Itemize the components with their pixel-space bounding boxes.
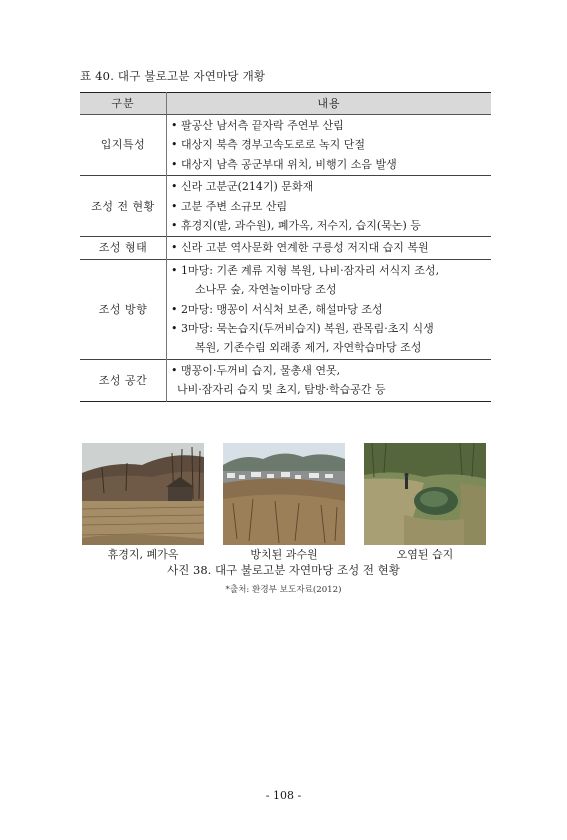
overview-table — [80, 92, 491, 402]
row-category: 조성 공간 — [80, 359, 167, 401]
content-line: • 2마당: 맹꽁이 서식처 보존, 해설마당 조성 — [171, 302, 383, 316]
row-category: 조성 방향 — [80, 259, 167, 359]
photo-polluted-wetland — [364, 443, 486, 545]
row-content — [167, 359, 492, 401]
content-line: • 신라 고분군(214기) 문화재 — [171, 180, 314, 194]
figure-caption: 사진 38. 대구 불로고분 자연마당 조성 전 현황 — [167, 563, 400, 577]
content-line-continued: 소나무 숲, 자연놀이마당 조성 — [195, 283, 337, 297]
table-header-category: 구분 — [80, 93, 167, 115]
photo-neglected-orchard — [223, 443, 345, 545]
table-row — [80, 176, 491, 237]
photo-label: 휴경지, 폐가옥 — [107, 548, 179, 561]
content-line: • 3마당: 묵논습지(두꺼비습지) 복원, 관목림·초지 식생 — [171, 322, 434, 336]
figure-source: *출처: 환경부 보도자료(2012) — [225, 585, 342, 595]
content-line: • 대상지 북측 경부고속도로로 녹지 단절 — [171, 138, 365, 152]
content-line: • 고분 주변 소규모 산림 — [171, 199, 288, 213]
row-category: 입지특성 — [100, 138, 146, 152]
content-line: • 팔공산 남서측 끝자락 주연부 산림 — [171, 119, 344, 132]
photo-fallow-field — [82, 443, 204, 545]
content-line-continued: 나비·잠자리 습지 및 초지, 탐방·학습공간 등 — [177, 383, 386, 397]
row-content — [167, 259, 492, 359]
table-header-content: 내용 — [167, 93, 492, 115]
content-line-continued: 복원, 기존수림 외래종 제거, 자연학습마당 조성 — [195, 341, 422, 355]
table-row — [80, 259, 491, 359]
content-line: • 신라 고분 역사문화 연계한 구릉성 저지대 습지 복원 — [171, 241, 429, 255]
content-line: • 대상지 남측 공군부대 위치, 비행기 소음 발생 — [171, 157, 397, 171]
row-category: 조성 형태 — [80, 237, 167, 259]
content-line: • 1마당: 기존 계류 지형 복원, 나비·잠자리 서식지 조성, — [171, 263, 440, 277]
row-content — [167, 237, 492, 259]
row-category: 조성 전 현황 — [80, 176, 167, 237]
page-number: - 108 - — [265, 789, 302, 802]
table-row — [80, 115, 491, 176]
photo-strip — [82, 443, 486, 547]
row-content — [167, 115, 492, 176]
table-row — [80, 237, 491, 259]
table-caption: 표 40. 대구 불로고분 자연마당 개황 — [80, 69, 266, 83]
row-content — [167, 176, 492, 237]
photo-label: 방치된 과수원 — [250, 548, 318, 561]
table-row — [80, 359, 491, 401]
content-line: • 휴경지(밭, 과수원), 폐가옥, 저수지, 습지(묵논) 등 — [171, 219, 421, 233]
content-line: • 맹꽁이·두꺼비 습지, 물총새 연못, — [171, 363, 341, 377]
photo-label: 오염된 습지 — [396, 548, 454, 561]
